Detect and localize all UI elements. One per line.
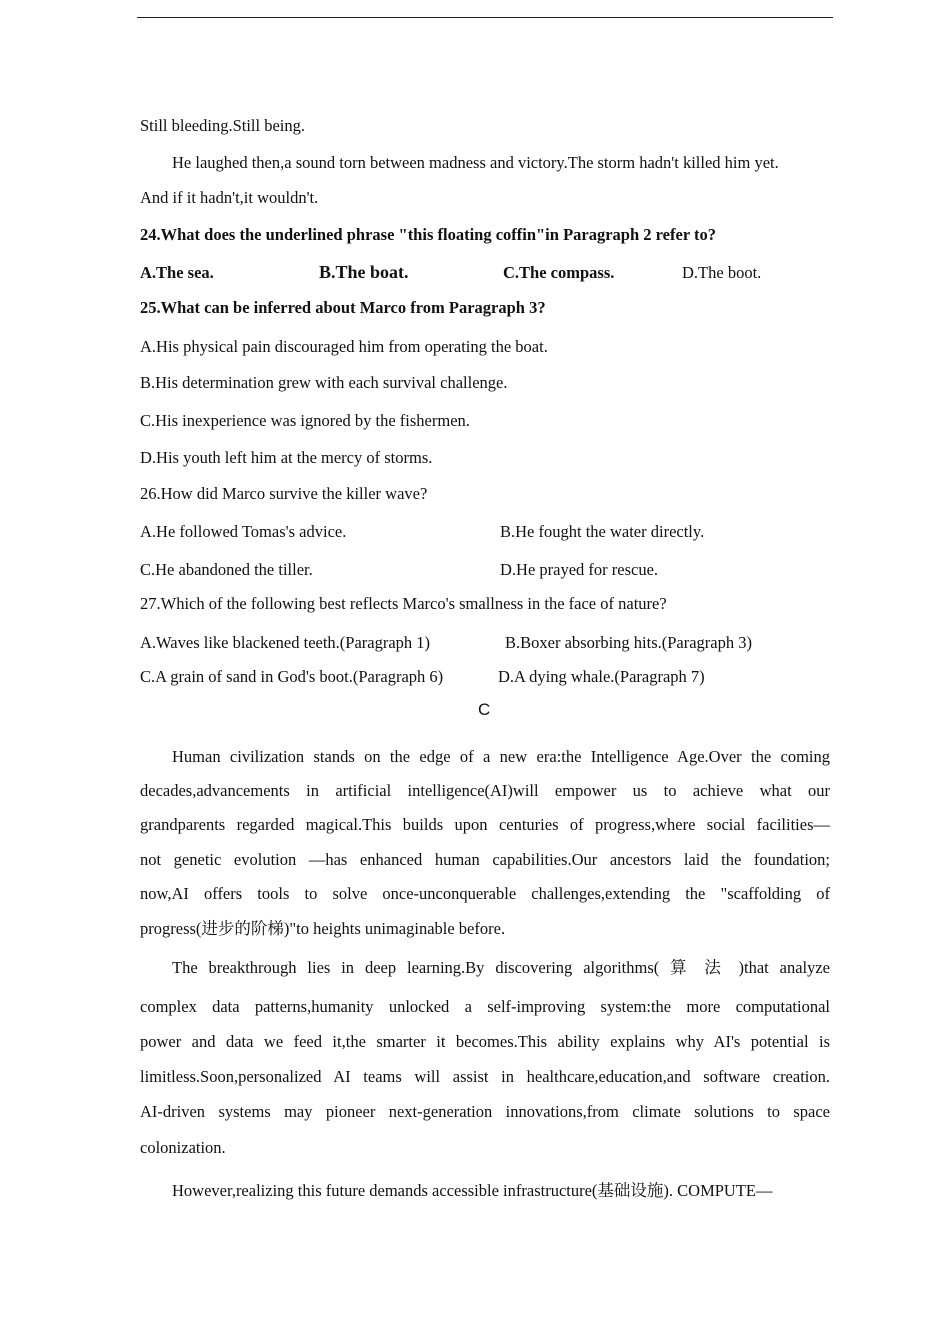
q25-option-d: D.His youth left him at the mercy of storms. xyxy=(140,448,433,467)
q27-option-b: B.Boxer absorbing hits.(Paragraph 3) xyxy=(505,633,752,652)
q27-option-a: A.Waves like blackened teeth.(Paragraph 1) xyxy=(140,633,431,652)
paragraph-line: complex data patterns,humanity unlocked a self-improving system:the more computational xyxy=(140,997,830,1016)
q25-option-c: C.His inexperience was ignored by the fishermen. xyxy=(140,411,470,430)
question-26-stem: 26.How did Marco survive the killer wave? xyxy=(140,484,428,503)
passage-line: Still bleeding.Still being. xyxy=(140,116,305,135)
q24-option-a: A.The sea. xyxy=(140,263,214,282)
q26-option-b: B.He fought the water directly. xyxy=(500,522,705,541)
q24-option-b: B.The boat. xyxy=(319,262,409,282)
question-25-stem: 25.What can be inferred about Marco from Paragraph 3? xyxy=(140,298,546,317)
paragraph-line: now,AI offers tools to solve once-unconquerable challenges,extending the "scaffolding of xyxy=(140,884,830,903)
passage-line: He laughed then,a sound torn between madness and victory.The storm hadn't killed him yet. xyxy=(172,153,779,172)
paragraph-line: grandparents regarded magical.This builds upon centuries of progress,where social facilities— xyxy=(140,815,830,834)
paragraph-line: AI-driven systems may pioneer next-generation innovations,from climate solutions to space xyxy=(140,1102,830,1121)
q25-option-b: B.His determination grew with each survival challenge. xyxy=(140,373,508,392)
section-label: C xyxy=(478,700,491,719)
paragraph-line: Human civilization stands on the edge of a new era:the Intelligence Age.Over the coming xyxy=(172,747,830,766)
paragraph-line: not genetic evolution —has enhanced human capabilities.Our ancestors laid the foundation; xyxy=(140,850,830,869)
paragraph-line: progress(进步的阶梯)"to heights unimaginable before. xyxy=(140,919,506,938)
q26-option-a: A.He followed Tomas's advice. xyxy=(140,522,347,541)
q27-option-d: D.A dying whale.(Paragraph 7) xyxy=(498,667,705,686)
header-rule xyxy=(137,17,833,18)
paragraph-line: power and data we feed it,the smarter it becomes.This ability explains why AI's potential is xyxy=(140,1032,830,1051)
paragraph-line: colonization. xyxy=(140,1138,226,1157)
question-27-stem: 27.Which of the following best reflects Marco's smallness in the face of nature? xyxy=(140,594,667,613)
passage-line: And if it hadn't,it wouldn't. xyxy=(140,188,319,207)
paragraph-line: limitless.Soon,personalized AI teams will assist in healthcare,education,and software creation. xyxy=(140,1067,830,1086)
q27-option-c: C.A grain of sand in God's boot.(Paragraph 6) xyxy=(140,667,444,686)
q24-option-d: D.The boot. xyxy=(682,263,762,282)
q26-option-c: C.He abandoned the tiller. xyxy=(140,560,313,579)
q26-option-d: D.He prayed for rescue. xyxy=(500,560,659,579)
paragraph-line: However,realizing this future demands accessible infrastructure(基础设施). COMPUTE— xyxy=(172,1181,773,1200)
paragraph-line: decades,advancements in artificial intelligence(AI)will empower us to achieve what our xyxy=(140,781,830,800)
paragraph-line: The breakthrough lies in deep learning.By discovering algorithms( 算 法 )that analyze xyxy=(172,958,830,977)
question-24-stem: 24.What does the underlined phrase "this floating coffin"in Paragraph 2 refer to? xyxy=(140,225,716,244)
q25-option-a: A.His physical pain discouraged him from operating the boat. xyxy=(140,337,548,356)
q24-option-c: C.The compass. xyxy=(503,263,615,282)
